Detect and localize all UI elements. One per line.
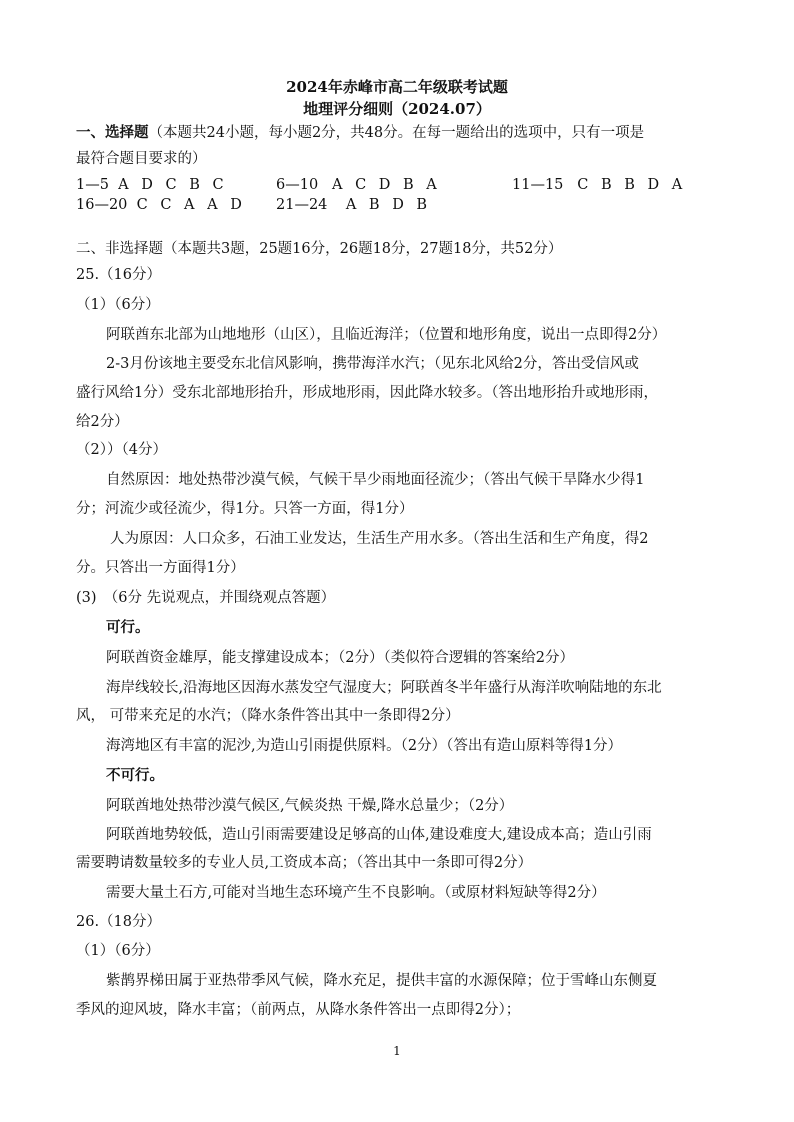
answer-letters: A C D B A [332,177,437,193]
answer-range: 21—24 [276,197,328,213]
page-number: 1 [393,1044,401,1058]
answer-line: 2-3月份该地主要受东北信风影响，携带海洋水汽；（见东北风给2分，答出受信风或 [106,356,639,372]
answer-line: 自然原因：地处热带沙漠气候，气候干旱少雨地面径流少；（答出气候干旱降水少得1 [106,472,645,488]
answer-group [276,176,512,194]
q25-3-heading: (3) （6分 先说观点，并围绕观点答题） [76,590,336,606]
answer-group [76,196,276,214]
section2-heading: 二、非选择题（本题共3题，25题16分，26题18分，27题18分，共52分） [76,241,563,257]
answer-group [512,176,682,194]
section1-line1 [76,124,644,142]
answer-range: 11—15 [512,177,564,193]
answer-letters: C C A A D [136,197,242,213]
q25-heading: 25.（16分） [76,267,162,283]
section1-desc2: 最符合题目要求的） [76,151,207,167]
answer-group [276,196,427,214]
answer-range: 6—10 [276,177,319,193]
answer-line: 海岸线较长,沿海地区因海水蒸发空气湿度大；阿联酋冬半年盛行从海洋吹响陆地的东北 [106,680,662,696]
answer-line: 分；河流少或径流少，得1分。只答一方面，得1分） [76,501,414,517]
answer-line: 分。只答出一方面得1分） [76,560,245,576]
q26-1-heading: （1）（6分） [76,943,160,959]
answer-letters: A B D B [345,197,428,213]
answer-line: 阿联酋地势较低，造山引雨需要建设足够高的山体,建设难度大,建设成本高；造山引雨 [106,827,652,843]
section1-desc1: （本题共24小题，每小题2分，共48分。在每一题给出的选项中，只有一项是 [148,125,645,141]
answer-line: 阿联酋资金雄厚，能支撑建设成本；（2分）（类似符合逻辑的答案给2分） [106,650,574,666]
answer-line: 季风的迎风坡，降水丰富；（前两点，从降水条件答出一点即得2分）； [76,1002,521,1018]
q25-1-heading: （1）（6分） [76,297,160,313]
answer-letters: C B B D A [577,177,683,193]
document-title: 2024年赤峰市高二年级联考试题 [286,78,508,96]
answer-line: 风， 可带来充足的水汽；（降水条件答出其中一条即得2分） [76,708,460,724]
document-subtitle: 地理评分细则（2024.07） [303,100,491,118]
answer-range: 1—5 [76,177,109,193]
answer-line: 海湾地区有丰富的泥沙,为造山引雨提供原料。（2分）（答出有造山原料等得1分） [106,738,623,754]
answer-line: 阿联酋地处热带沙漠气候区,气候炎热 干燥,降水总量少；（2分） [106,798,514,814]
answer-letters: A D C B C [118,177,224,193]
answers-row-2 [76,196,427,214]
answer-line: 需要大量土石方,可能对当地生态环境产生不良影响。（或原材料短缺等得2分） [106,885,606,901]
answer-line: 阿联酋东北部为山地地形（山区），且临近海洋；（位置和地形角度，说出一点即得2分） [106,327,667,343]
answers-row-1 [76,176,682,194]
answer-line: 人为原因：人口众多，石油工业发达，生活生产用水多。（答出生活和生产角度，得2 [110,531,649,547]
answer-line: 给2分） [76,414,129,430]
q26-heading: 26.（18分） [76,914,162,930]
section1-heading: 一、选择题 [76,124,149,141]
q25-2-heading: （2））（4分） [76,442,167,458]
answer-line: 盛行风给1分）受东北部地形抬升，形成地形雨，因此降水较多。（答出地形抬升或地形雨， [76,385,658,401]
answer-group [76,176,276,194]
answer-range: 16—20 [76,197,128,213]
viewpoint-infeasible: 不可行。 [106,767,164,784]
viewpoint-feasible: 可行。 [106,619,150,636]
answer-line: 需要聘请数量较多的专业人员,工资成本高；（答出其中一条即可得2分） [76,855,533,871]
answer-line: 紫鹊界梯田属于亚热带季风气候，降水充足，提供丰富的水源保障；位于雪峰山东侧夏 [106,973,657,989]
